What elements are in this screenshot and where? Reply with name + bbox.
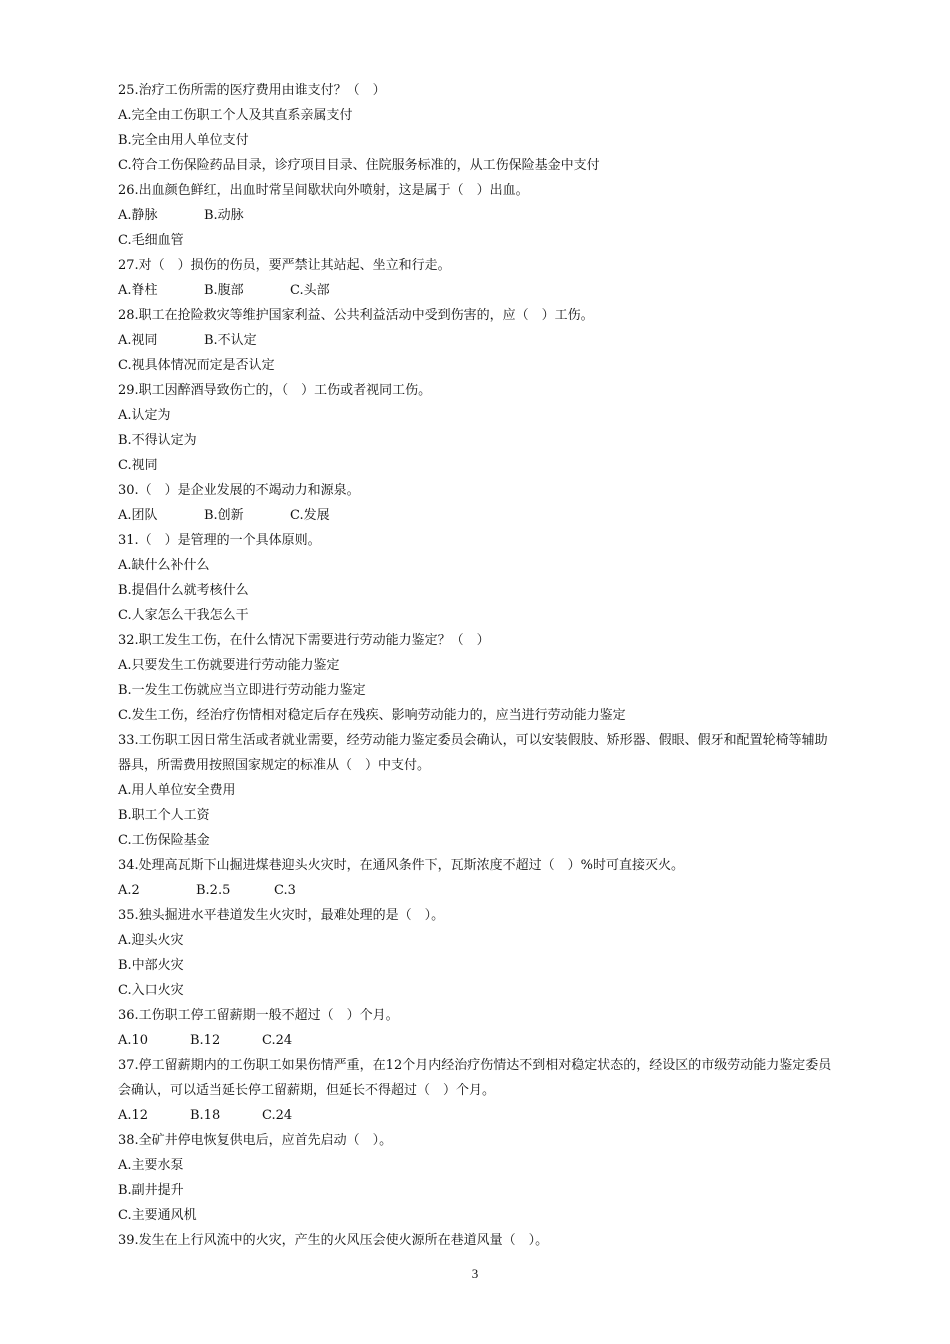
option-line: A.认定为 [118,408,171,423]
question-34: 34.处理高瓦斯下山掘进煤巷迎头火灾时，在通风条件下，瓦斯浓度不超过（ ）%时可直接灭火。 [118,858,685,873]
question-31: 31.（ ）是管理的一个具体原则。 [118,533,321,548]
option-a: A.视同 [118,333,158,348]
option-a: A.脊柱 [118,283,158,298]
option-line: B.一发生工伤就应当立即进行劳动能力鉴定 [118,683,366,698]
options-row-q36 [118,1028,838,1053]
document-body [118,78,838,1253]
option-b: B.动脉 [204,208,244,223]
option-line: C.毛细血管 [118,233,184,248]
question-28: 28.职工在抢险救灾等维护国家利益、公共利益活动中受到伤害的，应（ ）工伤。 [118,308,594,323]
question-39: 39.发生在上行风流中的火灾，产生的火风压会使火源所在巷道风量（ ）。 [118,1233,549,1248]
question-33: 33.工伤职工因日常生活或者就业需要，经劳动能力鉴定委员会确认，可以安装假肢、矫形器、假眼、假牙和配置轮椅等辅助器具，所需费用按照国家规定的标准从（ ）中支付。 [118,733,828,773]
question-32: 32.职工发生工伤，在什么情况下需要进行劳动能力鉴定？（ ） [118,633,490,648]
option-b: B.18 [190,1108,221,1123]
option-c: C.24 [262,1033,293,1048]
question-37: 37.停工留薪期内的工伤职工如果伤情严重，在12个月内经治疗伤情达不到相对稳定状态的，经设区的市级劳动能力鉴定委员会确认，可以适当延长停工留薪期，但延长不得超过（ ）个月。 [118,1058,832,1098]
option-line: A.完全由工伤职工个人及其直系亲属支付 [118,108,353,123]
option-line: A.缺什么补什么 [118,558,210,573]
option-a: A.团队 [118,508,158,523]
option-line: B.不得认定为 [118,433,197,448]
question-26: 26.出血颜色鲜红，出血时常呈间歇状向外喷射，这是属于（ ）出血。 [118,183,529,198]
option-a: A.静脉 [118,208,158,223]
option-line: C.视具体情况而定是否认定 [118,358,275,373]
option-line: A.迎头火灾 [118,933,184,948]
option-line: C.发生工伤，经治疗伤情相对稳定后存在残疾、影响劳动能力的，应当进行劳动能力鉴定 [118,708,626,723]
option-a: A.12 [118,1108,149,1123]
option-b: B.2.5 [196,883,231,898]
question-38: 38.全矿井停电恢复供电后，应首先启动（ ）。 [118,1133,393,1148]
options-row-q26 [118,203,838,228]
option-c: C.头部 [290,283,330,298]
options-row-q34 [118,878,838,903]
options-row-q27 [118,278,838,303]
option-line: C.工伤保险基金 [118,833,210,848]
options-row-q30 [118,503,838,528]
option-line: B.完全由用人单位支付 [118,133,249,148]
question-29: 29.职工因醉酒导致伤亡的，（ ）工伤或者视同工伤。 [118,383,432,398]
option-line: C.符合工伤保险药品目录，诊疗项目目录、住院服务标准的，从工伤保险基金中支付 [118,158,600,173]
option-line: A.主要水泵 [118,1158,184,1173]
option-line: B.提倡什么就考核什么 [118,583,249,598]
option-line: C.人家怎么干我怎么干 [118,608,249,623]
question-35: 35.独头掘进水平巷道发生火灾时，最难处理的是（ ）。 [118,908,445,923]
option-line: C.视同 [118,458,158,473]
option-line: B.职工个人工资 [118,808,210,823]
question-25: 25.治疗工伤所需的医疗费用由谁支付？（ ） [118,83,386,98]
option-c: C.发展 [290,508,330,523]
question-30: 30.（ ）是企业发展的不竭动力和源泉。 [118,483,360,498]
option-c: C.24 [262,1108,293,1123]
option-c: C.3 [274,883,296,898]
option-a: A.2 [118,883,140,898]
options-row-q37 [118,1103,838,1128]
option-line: B.中部火灾 [118,958,184,973]
option-line: B.副井提升 [118,1183,184,1198]
option-b: B.不认定 [204,333,257,348]
page-number: 3 [471,1266,479,1281]
option-b: B.腹部 [204,283,244,298]
option-line: C.主要通风机 [118,1208,197,1223]
question-27: 27.对（ ）损伤的伤员，要严禁让其站起、坐立和行走。 [118,258,451,273]
option-line: A.只要发生工伤就要进行劳动能力鉴定 [118,658,340,673]
question-36: 36.工伤职工停工留薪期一般不超过（ ）个月。 [118,1008,399,1023]
option-b: B.12 [190,1033,221,1048]
option-line: A.用人单位安全费用 [118,783,236,798]
options-row-q28 [118,328,838,353]
option-b: B.创新 [204,508,244,523]
option-a: A.10 [118,1033,149,1048]
option-line: C.入口火灾 [118,983,184,998]
